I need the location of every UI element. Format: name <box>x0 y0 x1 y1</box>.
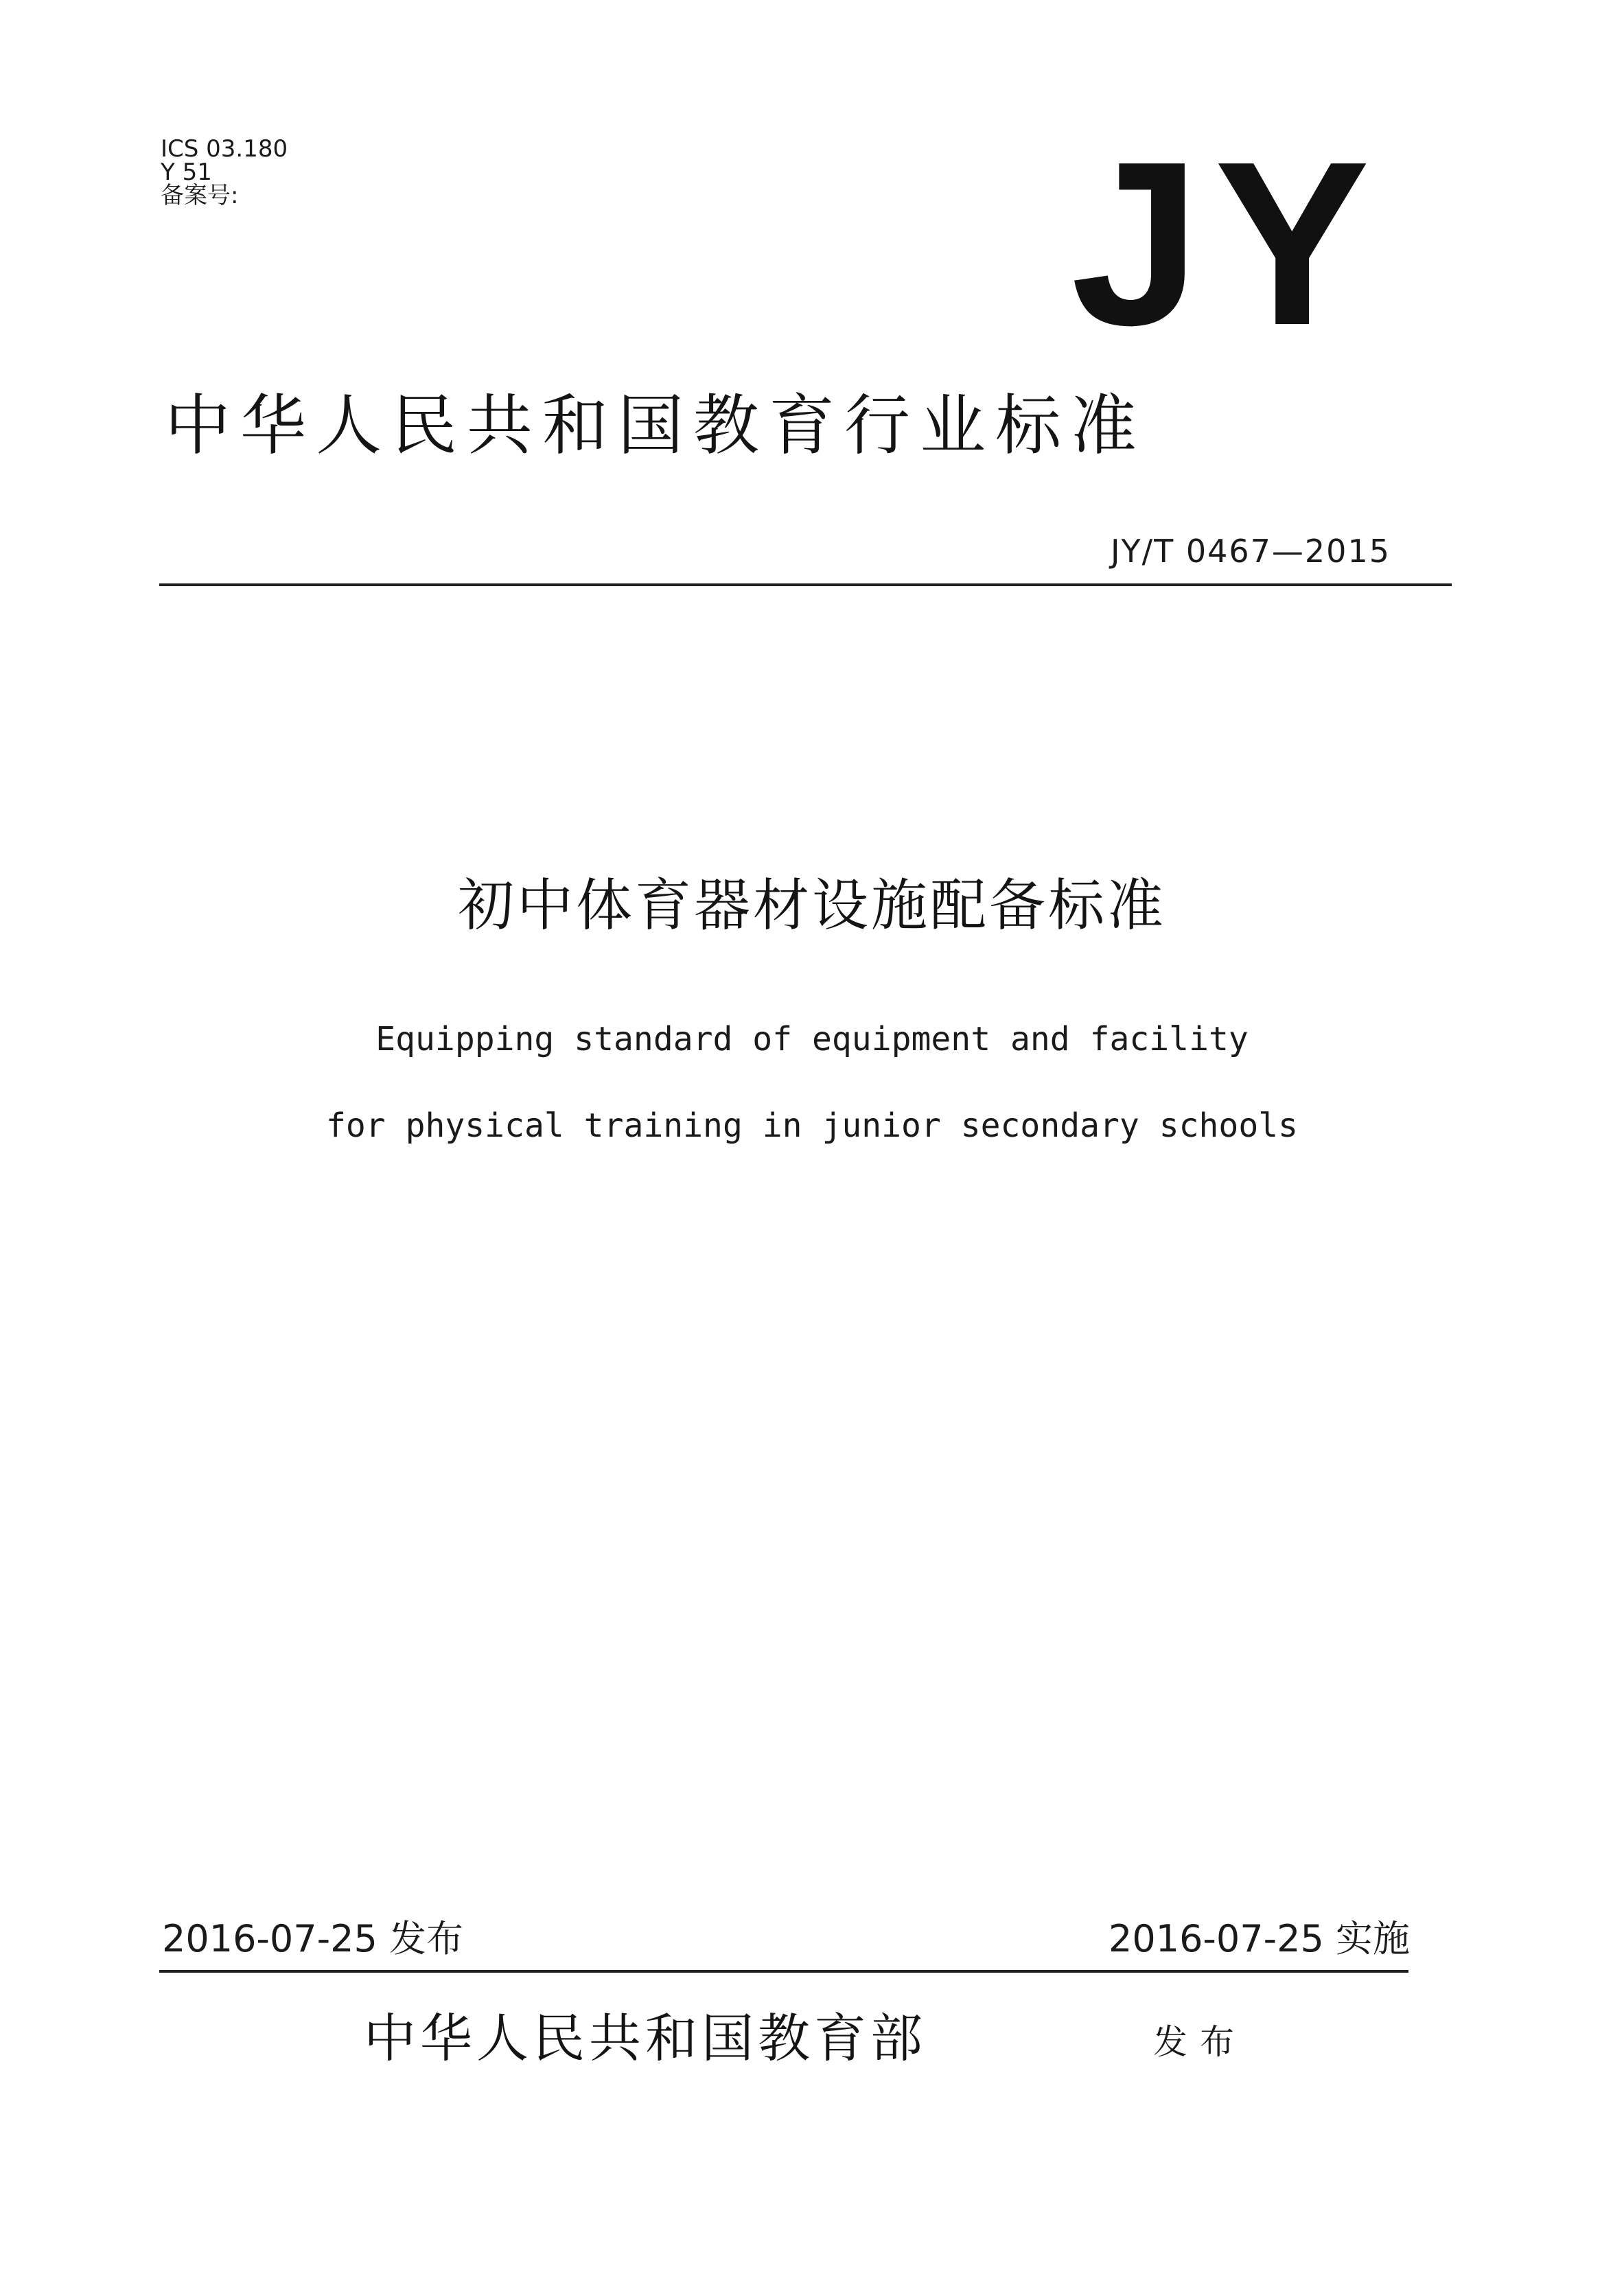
document-title-english-line1: Equipping standard of equipment and facility <box>375 1020 1249 1058</box>
effective-date: 2016-07-25 实施 <box>1109 1917 1410 1960</box>
document-title-english-line2: for physical training in junior secondary schools <box>325 1106 1299 1145</box>
issuing-authority: 中华人民共和国教育部 <box>364 2008 927 2069</box>
standard-number: JY/T 0467—2015 <box>1110 533 1391 570</box>
top-divider <box>159 583 1452 586</box>
bottom-divider <box>159 1970 1408 1973</box>
jy-logo: JY <box>1071 113 1384 374</box>
classification-codes <box>161 137 288 207</box>
filing-number-label: 备案号: <box>161 182 239 209</box>
standard-category-title: 中华人民共和国教育行业标准 <box>165 387 1146 464</box>
ccs-code: Y 51 <box>161 159 212 186</box>
document-title-chinese: 初中体育器材设施配备标准 <box>457 873 1166 938</box>
publish-date: 2016-07-25 发布 <box>162 1917 463 1960</box>
issue-label: 发布 <box>1153 2022 1246 2062</box>
ics-code: ICS 03.180 <box>161 135 288 163</box>
